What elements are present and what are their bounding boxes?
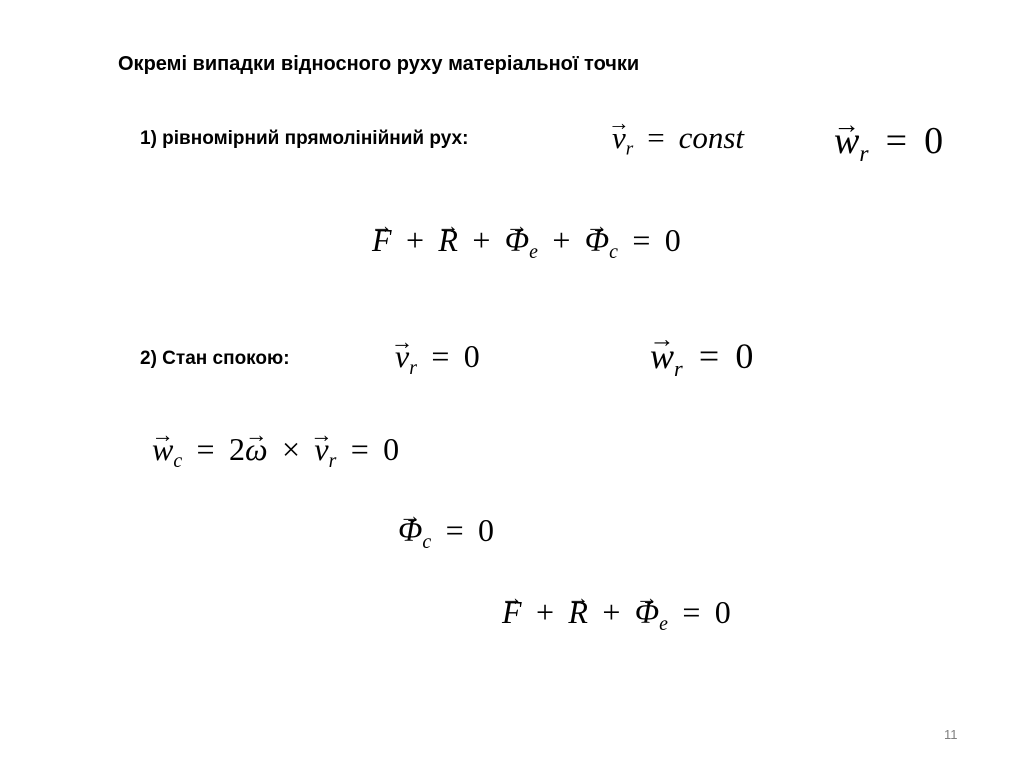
- eq-wr-zero-case1: → $w_r = 0$: [834, 122, 943, 167]
- eq-vr-zero: → $v_r = 0$: [395, 340, 480, 379]
- vector-v: → v: [612, 122, 626, 153]
- slide-title: Окремі випадки відносного руху матеріальної точки: [118, 53, 640, 75]
- eq-coriolis-accel: → $w_c = 2\to \omega$ × → $v_r = 0$: [152, 433, 399, 472]
- eq-wr-zero-case2: → $w_r = 0$: [650, 338, 753, 380]
- eq-force-balance-case1: → F + → R + → $\Phi_e$ + → $\Phi_c = 0$: [372, 224, 681, 263]
- page-number: 11: [944, 727, 958, 742]
- case2-label: 2) Стан спокою:: [140, 348, 290, 369]
- vector-w: → w: [834, 122, 859, 160]
- eq-force-balance-case2: → F + → R + → $\Phi_e = 0$: [502, 596, 731, 635]
- case1-label: 1) рівномірний прямолінійний рух:: [140, 128, 469, 149]
- eq-vr-const: → $v_r$ = const: [612, 122, 744, 159]
- eq-phi-c-zero: → $\Phi_c = 0$: [398, 514, 494, 553]
